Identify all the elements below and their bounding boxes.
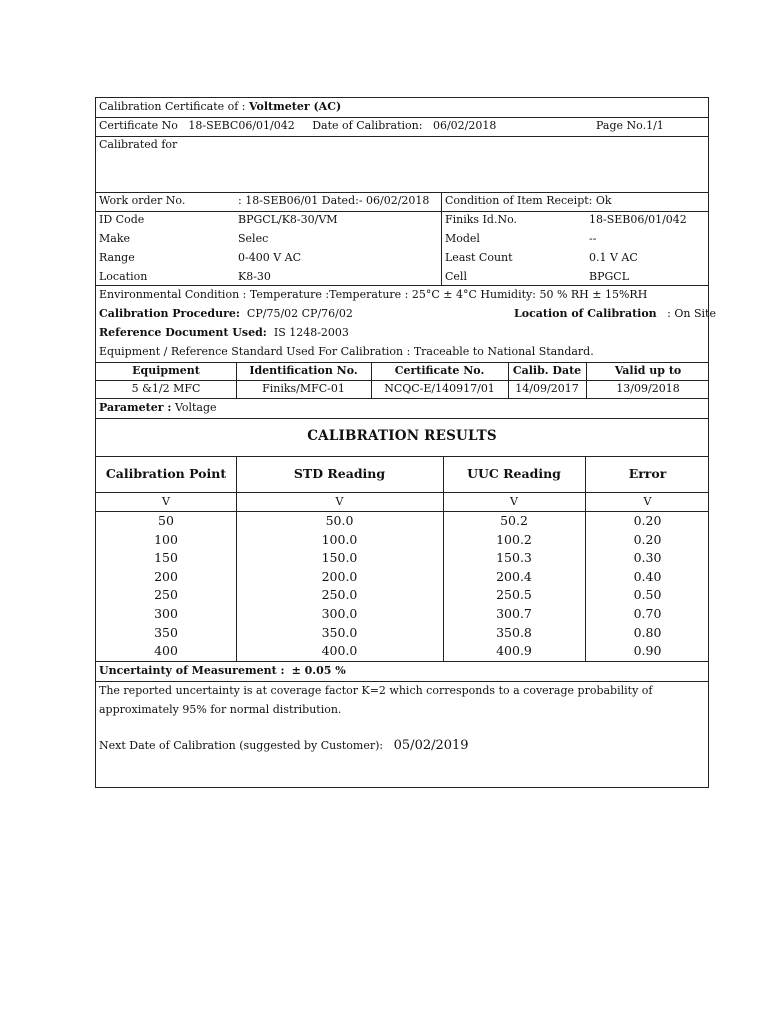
results-cell: 0.50 — [633, 587, 662, 603]
results-cell: 350.8 — [496, 624, 532, 640]
date-value: 06/02/2018 — [432, 119, 497, 132]
equipment-note: Equipment / Reference Standard Used For Calibration : Traceable to National Standard. — [99, 345, 594, 358]
results-cell: 100.0 — [321, 531, 358, 547]
detail-label: Condition of Item Receipt: Ok — [445, 194, 612, 207]
uncertainty-value: ± 0.05 % — [291, 664, 346, 677]
calibration-certificate — [95, 97, 716, 788]
detail-value: -- — [589, 232, 597, 245]
reference-value: IS 1248-2003 — [273, 326, 349, 339]
parameter-label: Parameter : — [99, 401, 172, 414]
results-cell: 350 — [154, 624, 178, 640]
detail-label: Model — [445, 232, 480, 245]
results-cell: 250.0 — [321, 587, 358, 603]
page-no: Page No.1/1 — [596, 119, 664, 132]
cert-no-line — [99, 119, 496, 133]
results-cell: 400.9 — [496, 643, 532, 659]
equipment-header: Equipment — [132, 364, 200, 377]
parameter-value: Voltage — [174, 401, 217, 414]
results-cell: 400.0 — [321, 643, 358, 659]
detail-label: Least Count — [445, 251, 513, 264]
equipment-cell: NCQC-E/140917/01 — [384, 382, 495, 395]
next-date-line — [99, 739, 469, 753]
detail-value: 0.1 V AC — [589, 251, 638, 264]
results-cell: 250 — [154, 587, 178, 603]
calibrated-for-label: Calibrated for — [99, 138, 178, 151]
reference-label: Reference Document Used: — [99, 326, 267, 339]
equipment-header: Certificate No. — [394, 364, 485, 377]
results-cell: 0.70 — [633, 606, 662, 621]
results-cell: 0.80 — [633, 624, 662, 640]
detail-label: ID Code — [99, 213, 145, 226]
results-cell: 100.2 — [496, 531, 532, 547]
results-cell: 50.2 — [500, 513, 528, 528]
results-header: Error — [628, 466, 667, 481]
results-unit: V — [643, 495, 652, 508]
detail-value: 0-400 V AC — [238, 251, 302, 264]
results-cell: 0.40 — [633, 568, 662, 584]
results-cell: 0.90 — [633, 643, 662, 659]
equipment-header: Valid up to — [614, 364, 682, 377]
location-value: : On Site — [667, 307, 716, 320]
results-cell: 200 — [154, 568, 178, 584]
location-label: Location of Calibration — [514, 307, 657, 320]
date-label: Date of Calibration: — [312, 119, 423, 132]
detail-value: Selec — [238, 232, 269, 245]
results-header: Calibration Point — [105, 466, 227, 481]
results-header: STD Reading — [293, 466, 386, 481]
detail-label: Make — [99, 232, 130, 245]
results-cell: 300.7 — [496, 606, 532, 621]
detail-value: : 18-SEB06/01 Dated:- 06/02/2018 — [238, 194, 430, 207]
results-cell: 150.3 — [496, 550, 532, 566]
results-cell: 200.0 — [321, 568, 358, 584]
results-unit: V — [162, 495, 170, 508]
results-cell: 300.0 — [321, 606, 358, 621]
detail-label: Finiks Id.No. — [445, 213, 517, 226]
results-header: UUC Reading — [467, 466, 561, 481]
next-date-value: 05/02/2019 — [393, 738, 469, 753]
detail-value: K8-30 — [238, 270, 271, 283]
results-cell: 400 — [154, 643, 178, 659]
uncertainty-label: Uncertainty of Measurement : — [99, 664, 285, 677]
cert-no-value: 18-SEBC06/01/042 — [188, 119, 295, 132]
results-cell: 250.5 — [496, 587, 532, 603]
results-title: CALIBRATION RESULTS — [307, 428, 497, 444]
next-date-label: Next Date of Calibration (suggested by Customer): — [99, 739, 384, 752]
equipment-cell: 14/09/2017 — [515, 382, 579, 395]
uncertainty-note-2: approximately 95% for normal distribution. — [99, 703, 342, 716]
detail-value: 18-SEB06/01/042 — [589, 213, 687, 226]
detail-label: Cell — [445, 270, 467, 283]
results-unit: V — [510, 495, 518, 508]
results-cell: 0.30 — [633, 550, 662, 566]
detail-value: BPGCL — [589, 270, 629, 283]
parameter-line — [99, 401, 217, 415]
results-cell: 50.0 — [325, 513, 354, 528]
detail-label: Range — [99, 251, 135, 264]
uncertainty-note-1: The reported uncertainty is at coverage factor K=2 which corresponds to a coverage probability of — [99, 684, 653, 697]
cert-of-value: Voltmeter (AC) — [249, 100, 342, 113]
detail-value: BPGCL/K8-30/VM — [238, 213, 338, 226]
results-cell: 350.0 — [321, 624, 358, 640]
cert-of-line — [99, 100, 341, 114]
procedure-value: CP/75/02 CP/76/02 — [246, 307, 353, 320]
equipment-header: Calib. Date — [512, 364, 582, 377]
reference-line — [99, 326, 349, 340]
results-cell: 50 — [158, 513, 174, 528]
environmental-condition: Environmental Condition : Temperature :Temperature : 25°C ± 4°C Humidity: 50 % RH ± 15%RH — [99, 288, 648, 301]
cert-no-label: Certificate No — [99, 119, 178, 132]
results-cell: 0.20 — [633, 531, 662, 547]
results-cell: 0.20 — [633, 513, 662, 528]
equipment-cell: Finiks/MFC-01 — [262, 382, 345, 395]
equipment-header: Identification No. — [249, 364, 358, 377]
detail-label: Work order No. — [99, 194, 186, 207]
results-unit: V — [335, 495, 344, 508]
uncertainty-line — [99, 664, 346, 678]
cert-of-label: Calibration Certificate of : — [99, 100, 246, 113]
results-cell: 150.0 — [321, 550, 358, 566]
results-cell: 300 — [154, 606, 178, 621]
results-cell: 150 — [154, 550, 178, 566]
results-cell: 200.4 — [496, 568, 532, 584]
equipment-cell: 13/09/2018 — [616, 382, 680, 395]
detail-label: Location — [99, 270, 148, 283]
results-cell: 100 — [154, 531, 178, 547]
location-line — [514, 307, 716, 321]
equipment-cell: 5 &1/2 MFC — [131, 382, 201, 395]
procedure-line — [99, 307, 353, 321]
procedure-label: Calibration Procedure: — [99, 307, 240, 320]
